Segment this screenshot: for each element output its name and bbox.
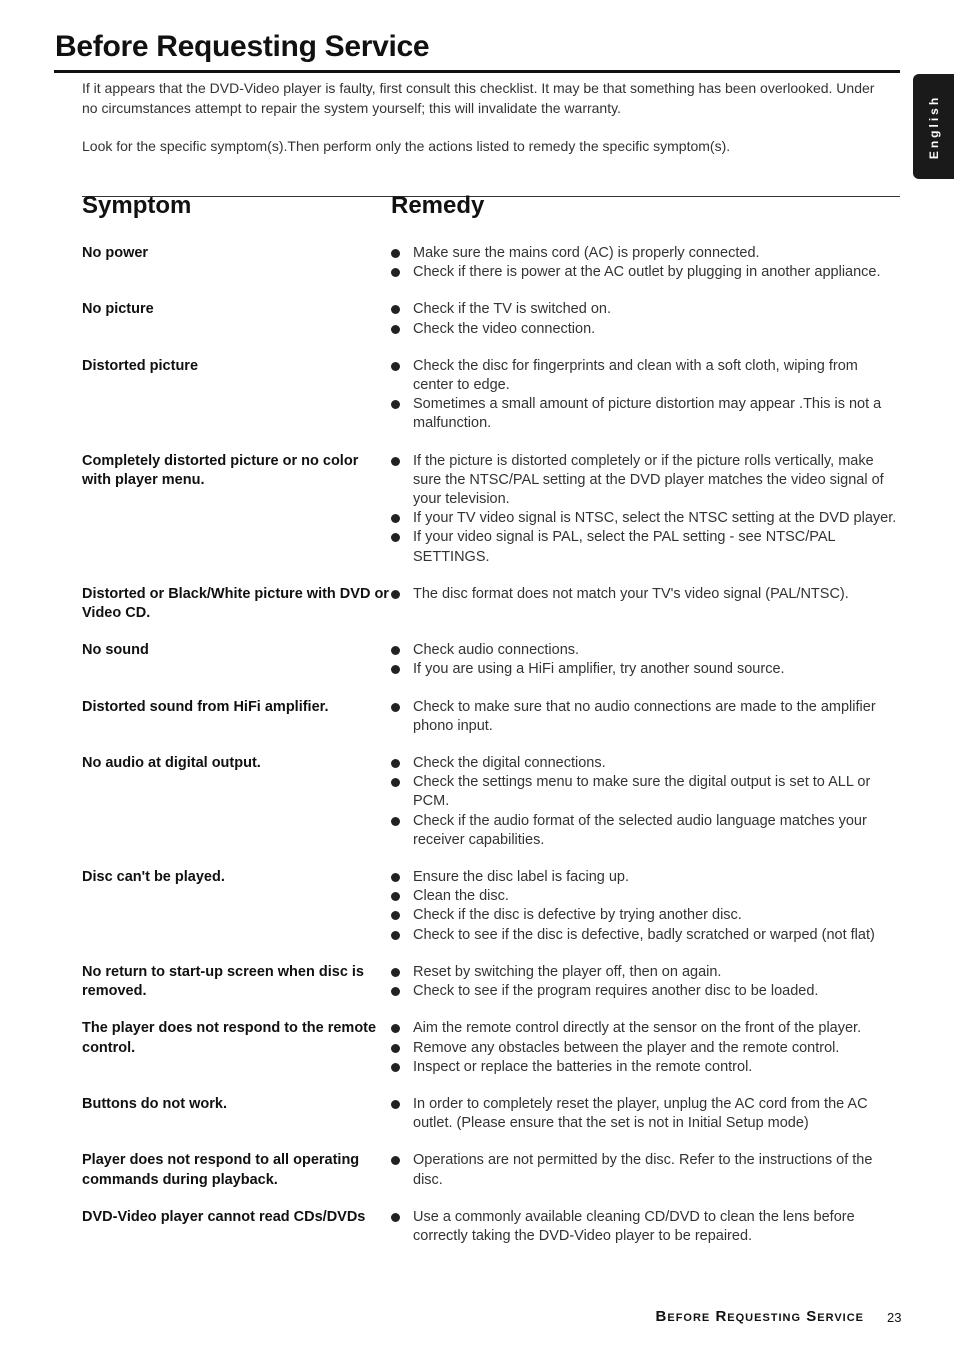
remedy-item: If you are using a HiFi amplifier, try another sound source. <box>390 660 900 679</box>
remedy-item: Check to make sure that no audio connections are made to the amplifier phono input. <box>390 698 900 736</box>
remedy-list <box>390 357 900 434</box>
symptom-label: Buttons do not work. <box>82 1095 227 1112</box>
remedy-item: Operations are not permitted by the disc. Refer to the instructions of the disc. <box>390 1151 900 1189</box>
remedy-item: Check if there is power at the AC outlet by plugging in another appliance. <box>390 263 900 282</box>
remedy-list <box>390 1095 900 1133</box>
remedy-list <box>390 1151 900 1189</box>
remedy-list <box>390 244 900 282</box>
language-tab-label: English <box>926 94 941 159</box>
remedy-item: Sometimes a small amount of picture distortion may appear .This is not a malfunction. <box>390 395 900 433</box>
remedy-list <box>390 1208 900 1246</box>
table-row <box>82 452 900 567</box>
symptom-label: Disc can't be played. <box>82 869 225 886</box>
symptom-label: No picture <box>82 301 154 318</box>
troubleshooting-table <box>82 244 900 1264</box>
remedy-item: In order to completely reset the player, unplug the AC cord from the AC outlet. (Please ensure that the set is not in Initial Setup mode) <box>390 1095 900 1133</box>
table-row <box>82 698 900 736</box>
table-row <box>82 300 900 338</box>
table-row <box>82 963 900 1001</box>
remedy-item: The disc format does not match your TV's video signal (PAL/NTSC). <box>390 585 900 604</box>
remedy-list <box>390 698 900 736</box>
remedy-item: Aim the remote control directly at the sensor on the front of the player. <box>390 1019 900 1038</box>
remedy-item: Clean the disc. <box>390 887 900 906</box>
table-row <box>82 1019 900 1077</box>
symptom-label: DVD-Video player cannot read CDs/DVDs <box>82 1208 366 1225</box>
remedy-item: Check audio connections. <box>390 641 900 660</box>
table-row <box>82 641 900 679</box>
remedy-item: Ensure the disc label is facing up. <box>390 868 900 887</box>
symptom-label: No power <box>82 245 149 261</box>
intro-paragraph-1: If it appears that the DVD-Video player is faulty, first consult this checklist. It may be that something has been overlooked. Under no circumstances attempt to repair the system yourself; this will invalidate the warranty. <box>82 80 875 116</box>
remedy-list <box>390 300 900 338</box>
title-rule <box>54 70 900 73</box>
footer-title: Before Requesting Service <box>655 1308 864 1325</box>
remedy-item: Check the digital connections. <box>390 754 900 773</box>
remedy-item: Remove any obstacles between the player and the remote control. <box>390 1039 900 1058</box>
page-title: Before Requesting Service <box>55 30 430 63</box>
symptom-label: No sound <box>82 642 149 659</box>
table-row <box>82 1095 900 1133</box>
remedy-item: Check if the TV is switched on. <box>390 300 900 319</box>
remedy-list <box>390 1019 900 1077</box>
table-row <box>82 868 900 945</box>
table-row <box>82 244 900 282</box>
remedy-item: Check if the disc is defective by trying another disc. <box>390 906 900 925</box>
intro-paragraph-2: Look for the specific symptom(s).Then perform only the actions listed to remedy the specific symptom(s). <box>82 138 731 154</box>
remedy-item: If the picture is distorted completely or if the picture rolls vertically, make sure the NTSC/PAL setting at the DVD player matches the video signal of your television. <box>390 452 900 510</box>
remedy-item: Check to see if the disc is defective, badly scratched or warped (not flat) <box>390 926 900 945</box>
symptom-label: No audio at digital output. <box>82 755 261 772</box>
remedy-item: Check to see if the program requires another disc to be loaded. <box>390 982 900 1001</box>
remedy-list <box>390 641 900 679</box>
symptom-label: Distorted or Black/White picture with DVD or Video CD. <box>82 585 389 622</box>
remedy-list <box>390 585 900 623</box>
remedy-item: Make sure the mains cord (AC) is properly connected. <box>390 244 900 263</box>
table-row <box>82 585 900 623</box>
symptom-label: Distorted sound from HiFi amplifier. <box>82 698 329 715</box>
symptom-label: The player does not respond to the remote control. <box>82 1020 377 1056</box>
remedy-item: Inspect or replace the batteries in the remote control. <box>390 1058 900 1077</box>
remedy-item: Check the disc for fingerprints and clean with a soft cloth, wiping from center to edge. <box>390 357 900 395</box>
symptom-label: Completely distorted picture or no color with player menu. <box>82 452 359 488</box>
remedy-list <box>390 452 900 567</box>
remedy-item: Use a commonly available cleaning CD/DVD to clean the lens before correctly taking the DVD-Video player to be repaired. <box>390 1208 900 1246</box>
symptom-label: Distorted picture <box>82 357 199 374</box>
remedy-list <box>390 963 900 1001</box>
page-number: 23 <box>887 1310 902 1325</box>
remedy-item: Check the settings menu to make sure the digital output is set to ALL or PCM. <box>390 773 900 811</box>
remedy-list <box>390 754 900 850</box>
table-row <box>82 754 900 850</box>
symptom-label: Player does not respond to all operating commands during playback. <box>82 1152 360 1188</box>
table-row <box>82 357 900 434</box>
remedy-item: If your video signal is PAL, select the PAL setting - see NTSC/PAL SETTINGS. <box>390 528 900 566</box>
remedy-item: If your TV video signal is NTSC, select the NTSC setting at the DVD player. <box>390 509 900 528</box>
remedy-item: Check the video connection. <box>390 320 900 339</box>
table-row <box>82 1208 900 1246</box>
symptom-column-heading: Symptom <box>82 192 192 219</box>
symptom-label: No return to start-up screen when disc is removed. <box>82 963 364 1000</box>
remedy-column-heading: Remedy <box>391 192 485 219</box>
remedy-list <box>390 868 900 945</box>
remedy-item: Reset by switching the player off, then on again. <box>390 963 900 982</box>
section-rule <box>82 196 900 197</box>
table-row <box>82 1151 900 1189</box>
remedy-item: Check if the audio format of the selected audio language matches your receiver capabilities. <box>390 812 900 850</box>
language-tab <box>913 74 954 179</box>
